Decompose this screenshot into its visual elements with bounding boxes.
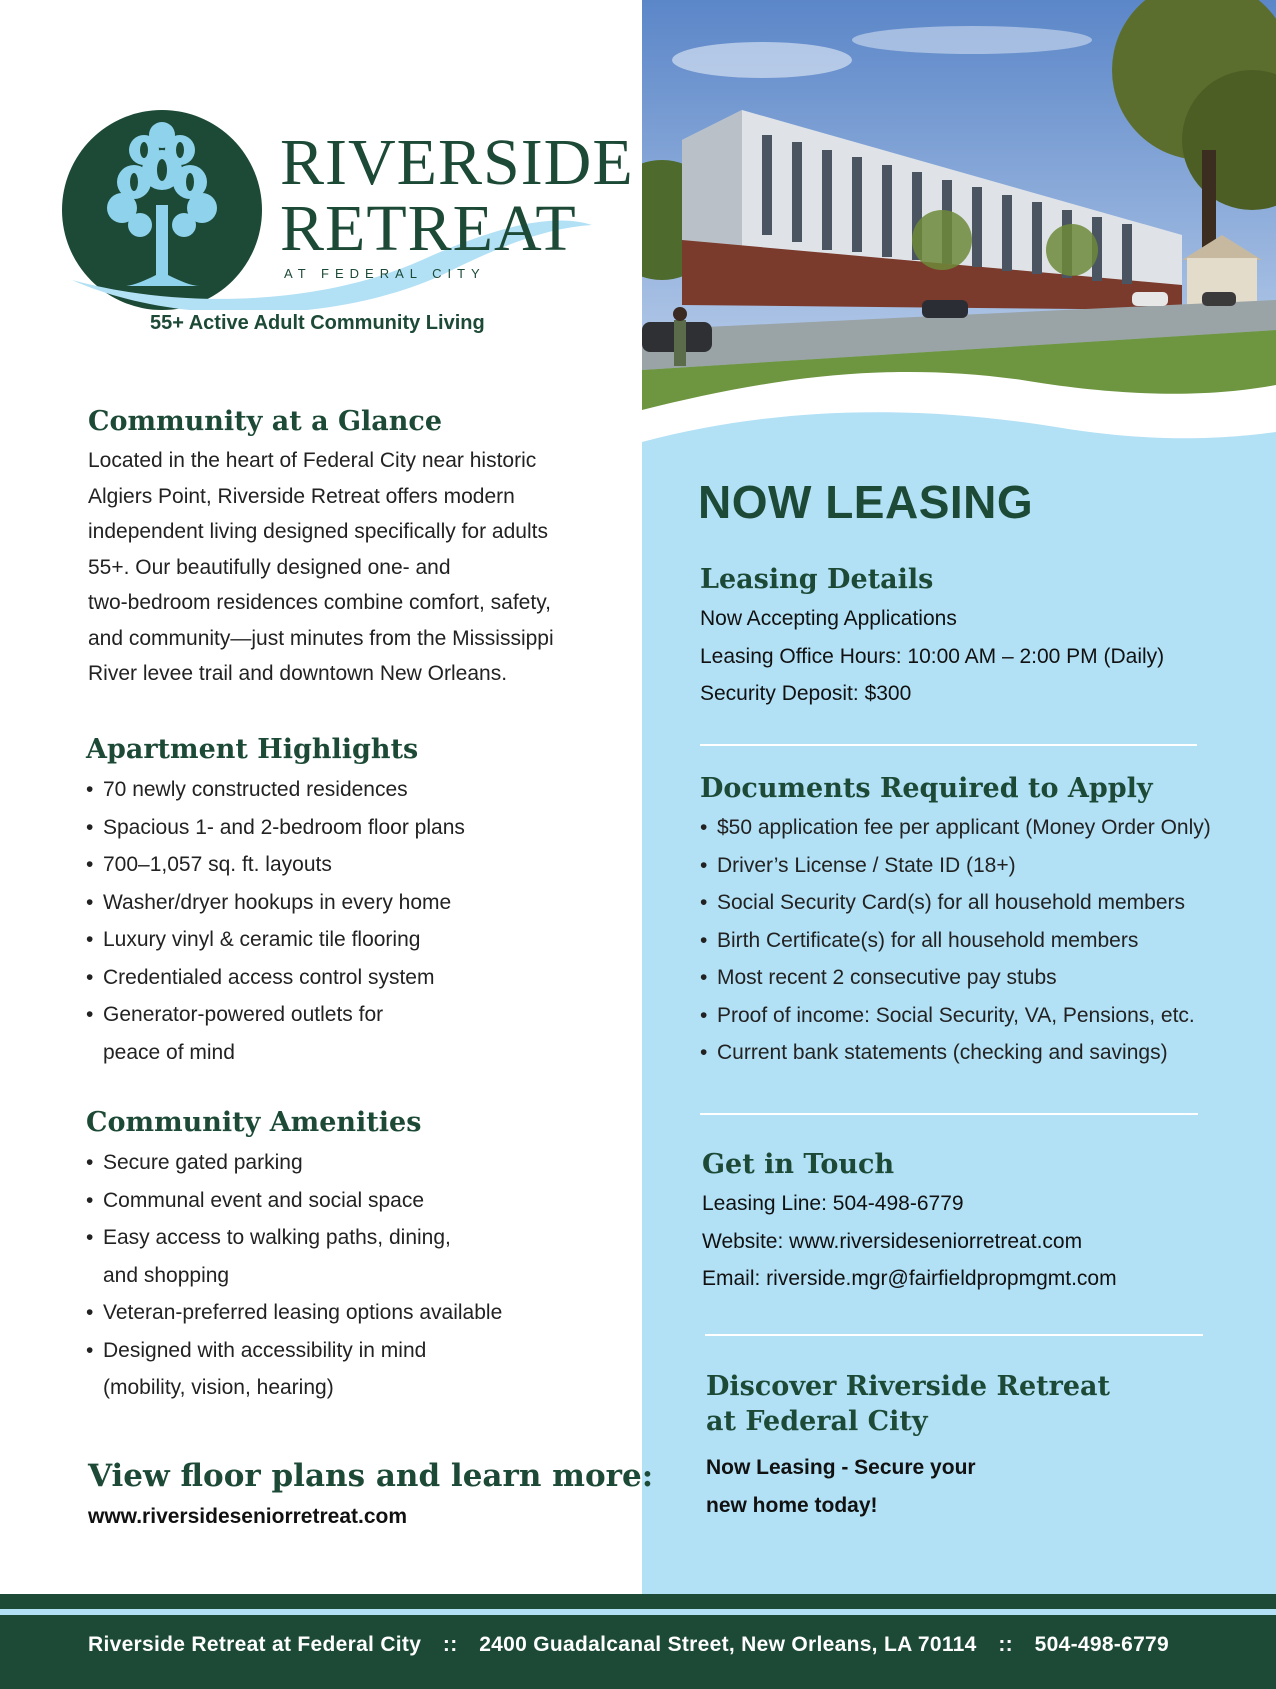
learn-more-link[interactable]: www.riversideseniorretreat.com	[88, 1505, 408, 1528]
learn-more-section	[88, 1456, 653, 1536]
brand-subtitle: AT FEDERAL CITY	[284, 266, 486, 281]
now-leasing-heading: NOW LEASING	[698, 476, 1034, 528]
list-item: • Veteran-preferred leasing options available	[86, 1294, 606, 1332]
footer-name: Riverside Retreat at Federal City	[88, 1633, 422, 1656]
leasing-detail-line: Now Accepting Applications	[700, 607, 957, 630]
amenities-title: Community Amenities	[86, 1107, 422, 1138]
glance-section	[88, 404, 608, 692]
highlights-title: Apartment Highlights	[86, 734, 419, 765]
leasing-detail-line: Security Deposit: $300	[700, 682, 912, 705]
glance-line: two-bedroom residences combine comfort, safety,	[88, 591, 551, 614]
glance-title: Community at a Glance	[88, 406, 443, 437]
glance-line: 55+. Our beautifully designed one- and	[88, 555, 451, 579]
contact-section	[702, 1147, 1117, 1298]
discover-section	[706, 1369, 1110, 1524]
list-item-continuation: peace of mind	[103, 1040, 235, 1064]
divider	[705, 1334, 1203, 1336]
documents-title: Documents Required to Apply	[700, 773, 1153, 804]
discover-cta-line1: Now Leasing - Secure your	[706, 1456, 976, 1479]
list-item: • Generator-powered outlets for	[86, 996, 606, 1034]
glance-line: Located in the heart of Federal City near historic	[88, 449, 537, 472]
list-item: • Most recent 2 consecutive pay stubs	[700, 959, 1211, 997]
list-item: • Current bank statements (checking and savings)	[700, 1034, 1211, 1072]
contact-phone[interactable]: Leasing Line: 504-498-6779	[702, 1192, 964, 1215]
list-item: • Birth Certificate(s) for all household members	[700, 922, 1211, 960]
divider	[700, 1113, 1198, 1115]
list-item: • Spacious 1- and 2-bedroom floor plans	[86, 809, 606, 847]
glance-line: independent living designed specifically for adults	[88, 520, 548, 543]
footer-info	[88, 1633, 1169, 1657]
list-item: • Social Security Card(s) for all household members	[700, 884, 1211, 922]
footer-stripe	[0, 1609, 1276, 1615]
learn-more-title: View floor plans and learn more:	[88, 1458, 654, 1494]
amenities-section	[86, 1105, 606, 1407]
list-item-continuation: and shopping	[103, 1263, 230, 1287]
list-item: • Washer/dryer hookups in every home	[86, 884, 606, 922]
discover-title-line1: Discover Riverside Retreat	[706, 1371, 1110, 1402]
discover-cta-line2: new home today!	[706, 1493, 878, 1517]
leasing-detail-line: Leasing Office Hours: 10:00 AM – 2:00 PM (Daily)	[700, 644, 1165, 668]
footer-address: 2400 Guadalcanal Street, New Orleans, LA 70114	[479, 1633, 977, 1656]
footer-separator: ::	[998, 1633, 1013, 1656]
contact-website[interactable]: Website: www.riversideseniorretreat.com	[702, 1229, 1083, 1253]
documents-section	[700, 771, 1211, 1072]
footer-separator: ::	[442, 1633, 458, 1656]
brand-name-line1: RIVERSIDE	[280, 126, 634, 199]
discover-title-line2: at Federal City	[706, 1406, 928, 1437]
list-item: • Luxury vinyl & ceramic tile flooring	[86, 921, 606, 959]
tagline: 55+ Active Adult Community Living	[150, 312, 485, 334]
amenities-list	[86, 1144, 606, 1407]
list-item: • 70 newly constructed residences	[86, 771, 606, 809]
building-photo	[642, 0, 1276, 452]
list-item: • Secure gated parking	[86, 1144, 606, 1182]
documents-list	[700, 809, 1211, 1072]
list-item: • Communal event and social space	[86, 1182, 606, 1220]
glance-line: and community—just minutes from the Mississippi	[88, 626, 554, 650]
list-item: • $50 application fee per applicant (Money Order Only)	[700, 809, 1211, 847]
glance-paragraph	[88, 443, 608, 692]
divider	[700, 744, 1197, 746]
list-item: • Designed with accessibility in mind	[86, 1332, 606, 1370]
leasing-details-title: Leasing Details	[700, 564, 934, 595]
list-item: • 700–1,057 sq. ft. layouts	[86, 846, 606, 884]
footer-phone[interactable]: 504-498-6779	[1034, 1633, 1170, 1656]
brand-name-line2: RETREAT	[280, 192, 577, 265]
contact-title: Get in Touch	[702, 1149, 895, 1180]
list-item-continuation: (mobility, vision, hearing)	[103, 1376, 334, 1399]
contact-email[interactable]: Email: riverside.mgr@fairfieldpropmgmt.com	[702, 1267, 1117, 1290]
glance-line: Algiers Point, Riverside Retreat offers modern	[88, 484, 515, 508]
highlights-section	[86, 732, 606, 1071]
leasing-details-section	[700, 562, 1164, 713]
list-item: • Credentialed access control system	[86, 959, 606, 997]
highlights-list	[86, 771, 606, 1071]
brand-logo	[62, 110, 634, 310]
list-item: • Easy access to walking paths, dining,	[86, 1219, 606, 1257]
list-item: • Proof of income: Social Security, VA, Pensions, etc.	[700, 997, 1211, 1035]
glance-line: River levee trail and downtown New Orleans.	[88, 662, 508, 685]
list-item: • Driver’s License / State ID (18+)	[700, 847, 1211, 885]
